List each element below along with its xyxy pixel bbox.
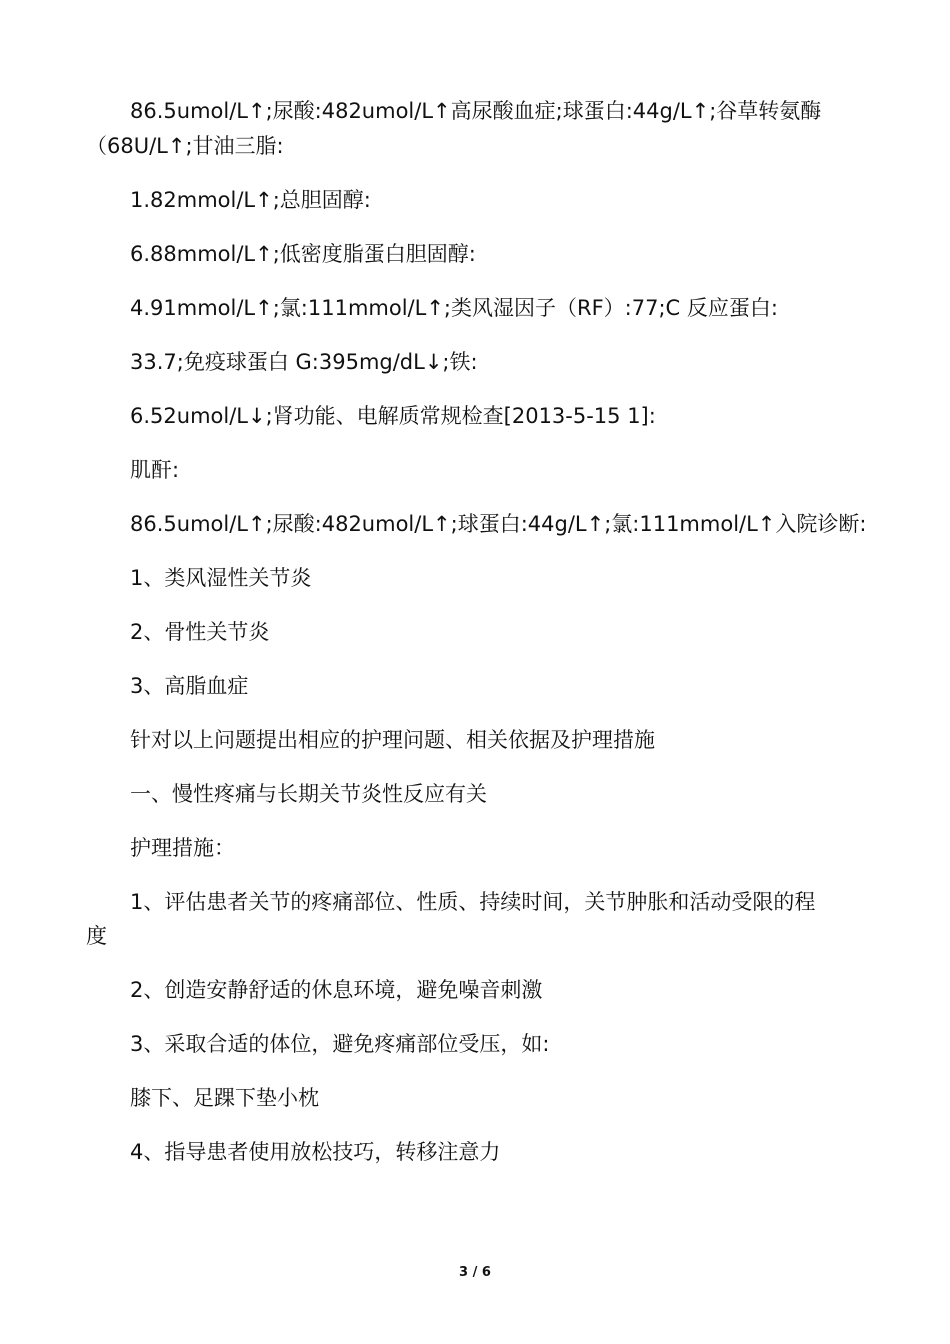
text-line-2: （68U/L↑;甘油三脂: <box>86 134 284 158</box>
text-line-8: 肌酐: <box>130 458 180 482</box>
text-line-4: 6.88mmol/L↑;低密度脂蛋白胆固醇: <box>130 242 476 266</box>
text-line-5: 4.91mmol/L↑;氯:111mmol/L↑;类风湿因子（RF）:77;C 反应蛋白: <box>130 296 778 320</box>
subheading-measures: 护理措施： <box>130 836 235 860</box>
list-item-measure-4: 4、指导患者使用放松技巧，转移注意力 <box>130 1140 501 1164</box>
text-line-20: 膝下、足踝下垫小枕 <box>130 1086 319 1110</box>
text-line-9: 86.5umol/L↑;尿酸:482umol/L↑;球蛋白:44g/L↑;氯:111mmol/L↑入院诊断: <box>130 512 867 536</box>
text-line-13: 针对以上问题提出相应的护理问题、相关依据及护理措施 <box>130 728 655 752</box>
list-item-measure-2: 2、创造安静舒适的休息环境，避免噪音刺激 <box>130 978 543 1002</box>
text-line-7: 6.52umol/L↓;肾功能、电解质常规检查[2013-5-15 1]: <box>130 404 656 428</box>
list-item-diagnosis-1: 1、类风湿性关节炎 <box>130 566 312 590</box>
list-item-measure-1-cont: 度 <box>86 924 107 948</box>
list-item-measure-1: 1、评估患者关节的疼痛部位、性质、持续时间，关节肿胀和活动受限的程 <box>130 890 816 914</box>
text-line-3: 1.82mmol/L↑;总胆固醇: <box>130 188 371 212</box>
list-item-diagnosis-3: 3、高脂血症 <box>130 674 249 698</box>
text-line-1: 86.5umol/L↑;尿酸:482umol/L↑高尿酸血症;球蛋白:44g/L↑;谷草转氨酶 <box>130 99 822 123</box>
list-item-diagnosis-2: 2、骨性关节炎 <box>130 620 270 644</box>
list-item-measure-3: 3、采取合适的体位，避免疼痛部位受压，如: <box>130 1032 550 1056</box>
section-heading: 一、慢性疼痛与长期关节炎性反应有关 <box>130 782 487 806</box>
page-number: 3 / 6 <box>459 1265 491 1280</box>
text-line-6: 33.7;免疫球蛋白 G:395mg/dL↓;铁: <box>130 350 478 374</box>
